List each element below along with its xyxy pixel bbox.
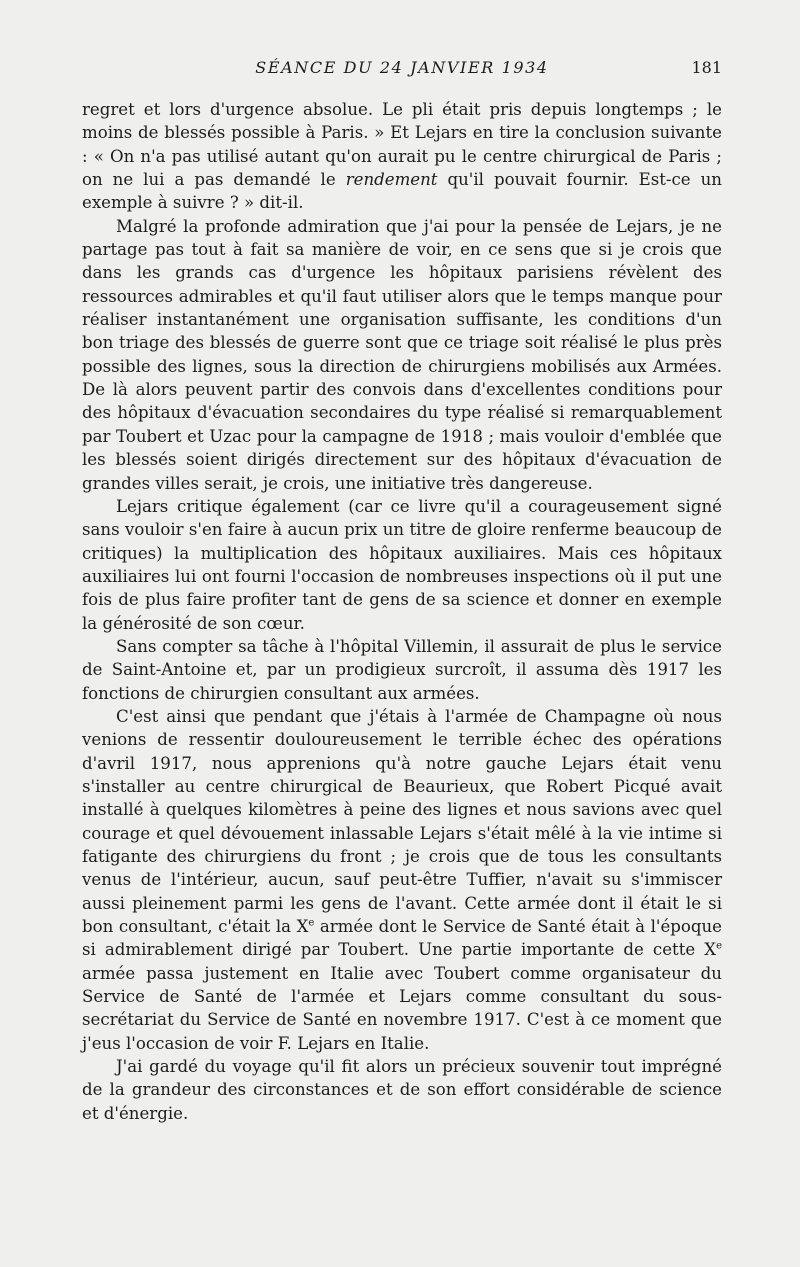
- superscript-e-2: e: [716, 940, 722, 952]
- paragraph-5-text-b: armée dont le Service de Santé était à l'époque si admirablement dirigé par Toubert. Une partie importante de cette X: [82, 917, 722, 960]
- body-text: [82, 98, 722, 1125]
- paragraph-4: Sans compter sa tâche à l'hôpital Villemin, il assurait de plus le service de Saint-Antoine et, par un prodigieux surcroît, il assuma dès 1917 les fonctions de chirurgien consultant aux armées.: [82, 636, 722, 703]
- paragraph-5-text-c: armée passa justement en Italie avec Toubert comme organisateur du Service de Santé de l'armée et Lejars comme consultant du sous-secrétariat du Service de Santé en novembre 1917. C'est à ce moment que j'eus l'occasion de voir F. Lejars en Italie.: [82, 963, 722, 1053]
- emphasis-rendement: rendement: [345, 170, 438, 190]
- paragraph-5-text-a: C'est ainsi que pendant que j'étais à l'armée de Champagne où nous venions de ressentir douloureusement le terrible échec des opérations d'avril 1917, nous apprenions qu'à notre gauche Lejars était venu s'installer au centre chirurgical de Beaurieux, que Robert Picqué avait installé à quelques kilomètres à peine des lignes et nous savions avec quel courage et quel dévouement inlassable Lejars s'était mêlé à la vie intime si fatigante des chirurgiens du front ; je crois que de tous les consultants venus de l'intérieur, aucun, sauf peut-être Tuffier, n'avait su s'immiscer aussi pleinement parmi les gens de l'avant. Cette armée dont il était le si bon consultant, c'était la X: [82, 706, 722, 937]
- paragraph-5: [82, 705, 722, 1055]
- paragraph-1-text-a: regret et lors d'urgence absolue. Le pli était pris depuis longtemps ; le moins de blessés possible à Paris. » Et Lejars en tire la conclusion suivante : « On n'a pas utilisé autant qu'on aurait pu le centre chirurgical de Paris ; on ne lui a pas demandé le: [82, 100, 722, 190]
- paragraph-2: Malgré la profonde admiration que j'ai pour la pensée de Lejars, je ne partage pas tout à fait sa manière de voir, en ce sens que si je crois que dans les grands cas d'urgence les hôpitaux parisiens révèlent des ressources admirables et qu'il faut utiliser alors que le temps manque pour réaliser instantanément une organisation suffisante, les conditions d'un bon triage des blessés de guerre sont que ce triage soit réalisé le plus près possible des lignes, sous la direction de chirurgiens mobilisés aux Armées. De là alors peuvent partir des convois dans d'excellentes conditions pour des hôpitaux d'évacuation secondaires du type réalisé si remarquablement par Toubert et Uzac pour la campagne de 1918 ; mais vouloir d'emblée que les blessés soient dirigés directement sur des hôpitaux d'évacuation de grandes villes serait, je crois, une initiative très dangereuse.: [82, 216, 722, 493]
- superscript-e-1: e: [308, 917, 315, 929]
- header-title: SÉANCE DU 24 JANVIER 1934: [255, 58, 549, 77]
- paragraph-3: Lejars critique également (car ce livre qu'il a courageusement signé sans vouloir s'en faire à aucun prix un titre de gloire renferme beaucoup de critiques) la multiplication des hôpitaux auxiliaires. Mais ces hôpitaux auxiliaires lui ont fourni l'occasion de nombreuses inspections où il put une fois de plus faire profiter tant de gens de sa science et donner en exemple la générosité de son cœur.: [82, 496, 722, 633]
- paragraph-6: J'ai gardé du voyage qu'il fit alors un précieux souvenir tout imprégné de la grandeur des circonstances et de son effort considérable de science et d'énergie.: [82, 1057, 722, 1123]
- paragraph-1-text-b: qu'il pouvait fournir. Est-ce un exemple à suivre ? » dit-il.: [82, 170, 722, 213]
- paragraph-1: [82, 98, 722, 215]
- page-number: 181: [691, 58, 722, 77]
- running-header: [82, 58, 722, 82]
